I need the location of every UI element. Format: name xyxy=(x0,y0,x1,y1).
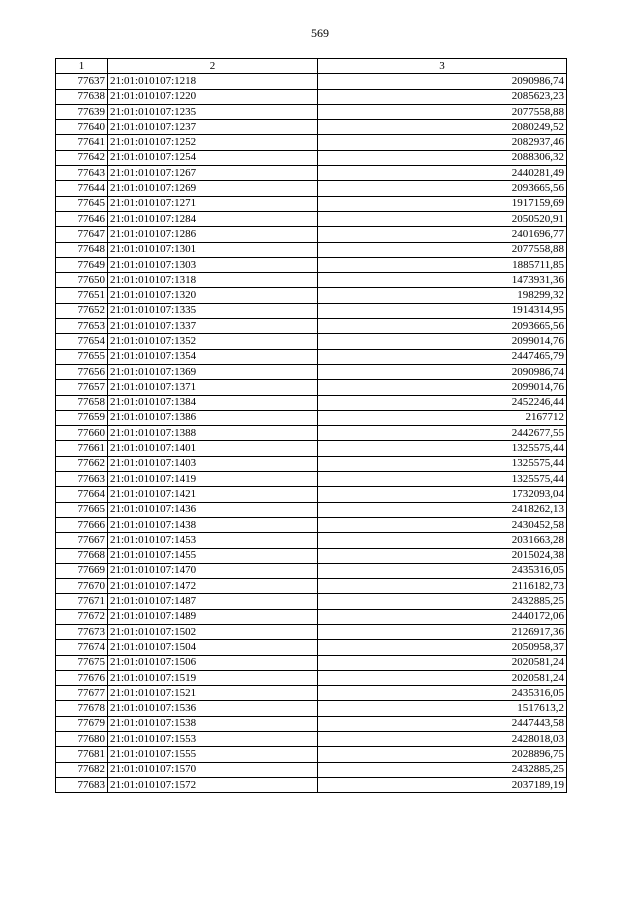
row-number-cell: 77655 xyxy=(56,349,108,364)
row-number-cell: 77641 xyxy=(56,135,108,150)
row-number-cell: 77644 xyxy=(56,181,108,196)
table-row xyxy=(56,74,567,89)
value-cell: 2031663,28 xyxy=(318,533,567,548)
cadastral-number-cell: 21:01:010107:1303 xyxy=(108,257,318,272)
row-number-cell: 77640 xyxy=(56,120,108,135)
cadastral-number-cell: 21:01:010107:1570 xyxy=(108,762,318,777)
cadastral-number-cell: 21:01:010107:1335 xyxy=(108,303,318,318)
value-cell: 1325575,44 xyxy=(318,472,567,487)
value-cell: 2442677,55 xyxy=(318,426,567,441)
value-cell: 2099014,76 xyxy=(318,380,567,395)
row-number-cell: 77643 xyxy=(56,166,108,181)
row-number-cell: 77645 xyxy=(56,196,108,211)
value-cell: 2077558,88 xyxy=(318,104,567,119)
cadastral-number-cell: 21:01:010107:1472 xyxy=(108,579,318,594)
table-row xyxy=(56,716,567,731)
value-cell: 2447443,58 xyxy=(318,716,567,731)
value-cell: 1325575,44 xyxy=(318,456,567,471)
table-row xyxy=(56,456,567,471)
table-row xyxy=(56,120,567,135)
cadastral-number-cell: 21:01:010107:1301 xyxy=(108,242,318,257)
value-cell: 2447465,79 xyxy=(318,349,567,364)
table-row xyxy=(56,89,567,104)
row-number-cell: 77676 xyxy=(56,670,108,685)
table-row xyxy=(56,747,567,762)
table-row xyxy=(56,563,567,578)
table-row xyxy=(56,579,567,594)
row-number-cell: 77646 xyxy=(56,211,108,226)
cadastral-number-cell: 21:01:010107:1267 xyxy=(108,166,318,181)
row-number-cell: 77669 xyxy=(56,563,108,578)
table-row xyxy=(56,166,567,181)
row-number-cell: 77671 xyxy=(56,594,108,609)
value-cell: 2080249,52 xyxy=(318,120,567,135)
row-number-cell: 77664 xyxy=(56,487,108,502)
table-row xyxy=(56,364,567,379)
row-number-cell: 77651 xyxy=(56,288,108,303)
value-cell: 1517613,2 xyxy=(318,701,567,716)
value-cell: 198299,32 xyxy=(318,288,567,303)
cadastral-number-cell: 21:01:010107:1455 xyxy=(108,548,318,563)
table-row xyxy=(56,334,567,349)
cadastral-number-cell: 21:01:010107:1436 xyxy=(108,502,318,517)
cadastral-number-cell: 21:01:010107:1489 xyxy=(108,609,318,624)
row-number-cell: 77662 xyxy=(56,456,108,471)
cadastral-number-cell: 21:01:010107:1553 xyxy=(108,732,318,747)
cadastral-number-cell: 21:01:010107:1371 xyxy=(108,380,318,395)
table-row xyxy=(56,670,567,685)
cadastral-number-cell: 21:01:010107:1419 xyxy=(108,472,318,487)
value-cell: 2428018,03 xyxy=(318,732,567,747)
table-row xyxy=(56,655,567,670)
cadastral-number-cell: 21:01:010107:1470 xyxy=(108,563,318,578)
cadastral-number-cell: 21:01:010107:1388 xyxy=(108,426,318,441)
table-row xyxy=(56,426,567,441)
cadastral-number-cell: 21:01:010107:1286 xyxy=(108,227,318,242)
value-cell: 2037189,19 xyxy=(318,777,567,792)
column-header: 1 xyxy=(56,59,108,74)
row-number-cell: 77672 xyxy=(56,609,108,624)
table-row xyxy=(56,472,567,487)
cadastral-number-cell: 21:01:010107:1519 xyxy=(108,670,318,685)
row-number-cell: 77642 xyxy=(56,150,108,165)
row-number-cell: 77647 xyxy=(56,227,108,242)
cadastral-number-cell: 21:01:010107:1354 xyxy=(108,349,318,364)
header-row xyxy=(56,59,567,74)
cadastral-number-cell: 21:01:010107:1254 xyxy=(108,150,318,165)
data-table xyxy=(55,58,567,793)
table-row xyxy=(56,227,567,242)
row-number-cell: 77637 xyxy=(56,74,108,89)
cadastral-number-cell: 21:01:010107:1352 xyxy=(108,334,318,349)
table-body xyxy=(56,74,567,793)
table-row xyxy=(56,150,567,165)
cadastral-number-cell: 21:01:010107:1235 xyxy=(108,104,318,119)
cadastral-number-cell: 21:01:010107:1218 xyxy=(108,74,318,89)
value-cell: 2435316,05 xyxy=(318,686,567,701)
cadastral-number-cell: 21:01:010107:1504 xyxy=(108,640,318,655)
row-number-cell: 77653 xyxy=(56,319,108,334)
row-number-cell: 77661 xyxy=(56,441,108,456)
value-cell: 2077558,88 xyxy=(318,242,567,257)
value-cell: 2440172,06 xyxy=(318,609,567,624)
table-row xyxy=(56,288,567,303)
value-cell: 1917159,69 xyxy=(318,196,567,211)
value-cell: 2093665,56 xyxy=(318,319,567,334)
row-number-cell: 77659 xyxy=(56,410,108,425)
table-row xyxy=(56,135,567,150)
value-cell: 2440281,49 xyxy=(318,166,567,181)
table-row xyxy=(56,410,567,425)
value-cell: 2401696,77 xyxy=(318,227,567,242)
value-cell: 2090986,74 xyxy=(318,364,567,379)
cadastral-number-cell: 21:01:010107:1269 xyxy=(108,181,318,196)
row-number-cell: 77674 xyxy=(56,640,108,655)
value-cell: 2099014,76 xyxy=(318,334,567,349)
value-cell: 2082937,46 xyxy=(318,135,567,150)
row-number-cell: 77683 xyxy=(56,777,108,792)
column-header: 2 xyxy=(108,59,318,74)
table-row xyxy=(56,395,567,410)
cadastral-number-cell: 21:01:010107:1318 xyxy=(108,273,318,288)
row-number-cell: 77679 xyxy=(56,716,108,731)
table-row xyxy=(56,624,567,639)
cadastral-number-cell: 21:01:010107:1252 xyxy=(108,135,318,150)
cadastral-number-cell: 21:01:010107:1386 xyxy=(108,410,318,425)
table-row xyxy=(56,380,567,395)
table-row xyxy=(56,732,567,747)
table-row xyxy=(56,319,567,334)
table-row xyxy=(56,640,567,655)
cadastral-number-cell: 21:01:010107:1421 xyxy=(108,487,318,502)
cadastral-number-cell: 21:01:010107:1320 xyxy=(108,288,318,303)
value-cell: 2452246,44 xyxy=(318,395,567,410)
cadastral-number-cell: 21:01:010107:1538 xyxy=(108,716,318,731)
table-row xyxy=(56,517,567,532)
cadastral-number-cell: 21:01:010107:1237 xyxy=(108,120,318,135)
value-cell: 2020581,24 xyxy=(318,655,567,670)
column-header: 3 xyxy=(318,59,567,74)
value-cell: 2050520,91 xyxy=(318,211,567,226)
cadastral-number-cell: 21:01:010107:1401 xyxy=(108,441,318,456)
value-cell: 2116182,73 xyxy=(318,579,567,594)
cadastral-number-cell: 21:01:010107:1284 xyxy=(108,211,318,226)
value-cell: 1885711,85 xyxy=(318,257,567,272)
row-number-cell: 77677 xyxy=(56,686,108,701)
row-number-cell: 77666 xyxy=(56,517,108,532)
table-row xyxy=(56,609,567,624)
cadastral-number-cell: 21:01:010107:1384 xyxy=(108,395,318,410)
row-number-cell: 77648 xyxy=(56,242,108,257)
cadastral-number-cell: 21:01:010107:1337 xyxy=(108,319,318,334)
row-number-cell: 77665 xyxy=(56,502,108,517)
cadastral-number-cell: 21:01:010107:1271 xyxy=(108,196,318,211)
cadastral-number-cell: 21:01:010107:1521 xyxy=(108,686,318,701)
table-row xyxy=(56,548,567,563)
table-row xyxy=(56,181,567,196)
table-row xyxy=(56,349,567,364)
value-cell: 2432885,25 xyxy=(318,762,567,777)
table-row xyxy=(56,441,567,456)
row-number-cell: 77678 xyxy=(56,701,108,716)
row-number-cell: 77668 xyxy=(56,548,108,563)
row-number-cell: 77650 xyxy=(56,273,108,288)
value-cell: 2432885,25 xyxy=(318,594,567,609)
row-number-cell: 77649 xyxy=(56,257,108,272)
value-cell: 2126917,36 xyxy=(318,624,567,639)
cadastral-number-cell: 21:01:010107:1572 xyxy=(108,777,318,792)
row-number-cell: 77667 xyxy=(56,533,108,548)
cadastral-number-cell: 21:01:010107:1438 xyxy=(108,517,318,532)
table-row xyxy=(56,211,567,226)
table-row xyxy=(56,487,567,502)
cadastral-number-cell: 21:01:010107:1220 xyxy=(108,89,318,104)
page-number: 569 xyxy=(311,26,329,40)
row-number-cell: 77673 xyxy=(56,624,108,639)
value-cell: 1473931,36 xyxy=(318,273,567,288)
table-row xyxy=(56,777,567,792)
value-cell: 2085623,23 xyxy=(318,89,567,104)
table-row xyxy=(56,242,567,257)
cadastral-number-cell: 21:01:010107:1506 xyxy=(108,655,318,670)
cadastral-number-cell: 21:01:010107:1403 xyxy=(108,456,318,471)
table-row xyxy=(56,196,567,211)
value-cell: 1325575,44 xyxy=(318,441,567,456)
value-cell: 2028896,75 xyxy=(318,747,567,762)
cadastral-number-cell: 21:01:010107:1536 xyxy=(108,701,318,716)
table-row xyxy=(56,686,567,701)
row-number-cell: 77657 xyxy=(56,380,108,395)
cadastral-number-cell: 21:01:010107:1487 xyxy=(108,594,318,609)
value-cell: 1914314,95 xyxy=(318,303,567,318)
value-cell: 2167712 xyxy=(318,410,567,425)
value-cell: 2418262,13 xyxy=(318,502,567,517)
value-cell: 2015024,38 xyxy=(318,548,567,563)
cadastral-number-cell: 21:01:010107:1502 xyxy=(108,624,318,639)
row-number-cell: 77638 xyxy=(56,89,108,104)
value-cell: 2088306,32 xyxy=(318,150,567,165)
row-number-cell: 77663 xyxy=(56,472,108,487)
value-cell: 1732093,04 xyxy=(318,487,567,502)
row-number-cell: 77660 xyxy=(56,426,108,441)
value-cell: 2435316,05 xyxy=(318,563,567,578)
table-header xyxy=(56,59,567,74)
value-cell: 2430452,58 xyxy=(318,517,567,532)
cadastral-number-cell: 21:01:010107:1453 xyxy=(108,533,318,548)
row-number-cell: 77670 xyxy=(56,579,108,594)
row-number-cell: 77656 xyxy=(56,364,108,379)
table-row xyxy=(56,502,567,517)
table-row xyxy=(56,701,567,716)
value-cell: 2093665,56 xyxy=(318,181,567,196)
row-number-cell: 77675 xyxy=(56,655,108,670)
table-row xyxy=(56,594,567,609)
table-row xyxy=(56,273,567,288)
row-number-cell: 77658 xyxy=(56,395,108,410)
row-number-cell: 77654 xyxy=(56,334,108,349)
value-cell: 2020581,24 xyxy=(318,670,567,685)
cadastral-number-cell: 21:01:010107:1369 xyxy=(108,364,318,379)
row-number-cell: 77652 xyxy=(56,303,108,318)
table-row xyxy=(56,533,567,548)
row-number-cell: 77681 xyxy=(56,747,108,762)
row-number-cell: 77682 xyxy=(56,762,108,777)
table-row xyxy=(56,104,567,119)
table-row xyxy=(56,257,567,272)
row-number-cell: 77639 xyxy=(56,104,108,119)
value-cell: 2050958,37 xyxy=(318,640,567,655)
value-cell: 2090986,74 xyxy=(318,74,567,89)
table-row xyxy=(56,303,567,318)
cadastral-number-cell: 21:01:010107:1555 xyxy=(108,747,318,762)
row-number-cell: 77680 xyxy=(56,732,108,747)
table-row xyxy=(56,762,567,777)
